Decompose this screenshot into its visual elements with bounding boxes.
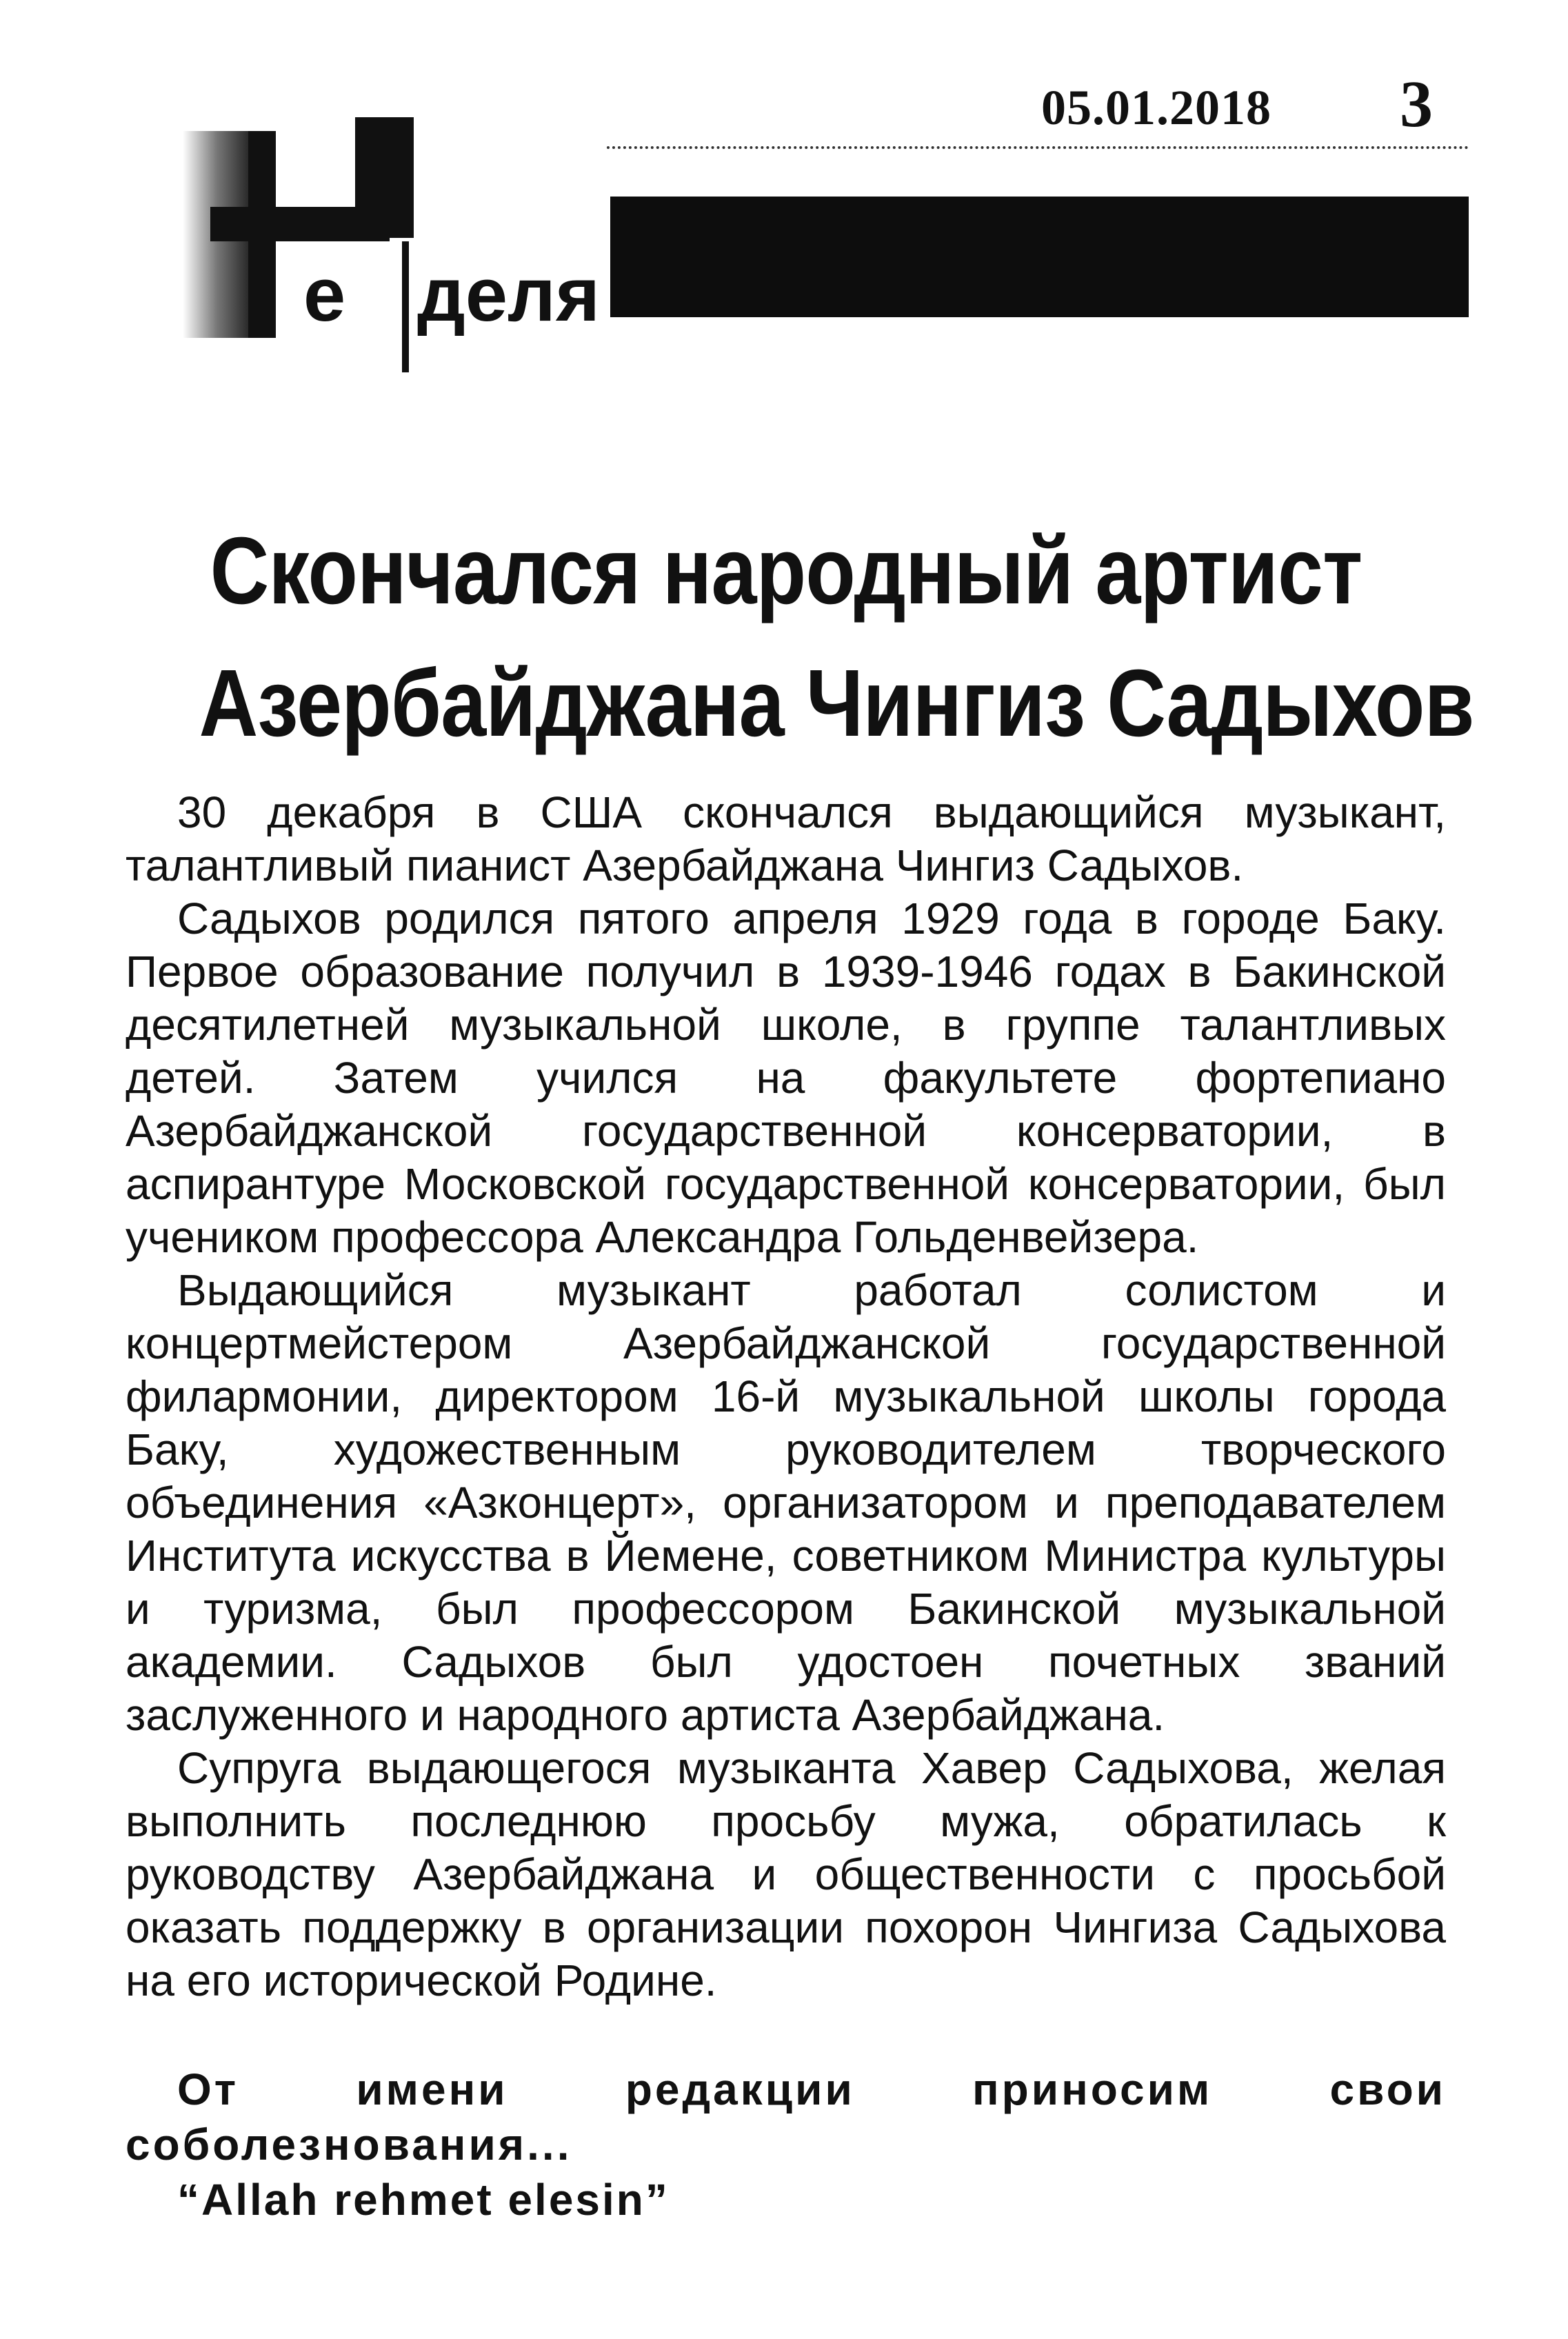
headline — [199, 505, 1474, 770]
header-bar — [610, 197, 1469, 317]
headline-line-2: Азербайджана Чингиз Садыхов — [199, 650, 1474, 757]
article-paragraph: Супруга выдающегося музыканта Хавер Садыхова, желая выполнить последнюю просьбу мужа, обратилась к руководству Азербайджана и общественности с просьбой оказать поддержку в организации похорон Чингиза Садыхова на его исторической Родине. — [125, 1743, 1446, 2005]
article-paragraph: 30 декабря в США скончался выдающийся музыкант, талантливый пианист Азербайджана Чингиз Садыхов. — [125, 787, 1446, 890]
closing-word: свои — [1329, 2065, 1446, 2114]
closing-line-1 — [125, 2062, 1446, 2117]
closing-word: имени — [356, 2065, 508, 2114]
article-paragraph: Садыхов родился пятого апреля 1929 года в городе Баку. Первое образование получил в 1939-1946 годах в Бакинской десятилетней музыкальной школе, в группе талантливых детей. Затем учился на факультете фортепиано Азербайджанской государственной консерватории, в аспирантуре Московской государственной консерватории, был учеником профессора Александра Гольденвейзера. — [125, 894, 1446, 1262]
closing-line-2: соболезнования... — [125, 2120, 572, 2169]
svg-text:е: е — [303, 252, 346, 337]
masthead-logo — [169, 110, 610, 379]
headline-line-1: Скончался народный артист — [210, 518, 1363, 625]
svg-text:деля: деля — [417, 252, 601, 337]
closing-condolences — [125, 2062, 1446, 2227]
article-paragraph: Выдающийся музыкант работал солистом и концертмейстером Азербайджанской государственной филармонии, директором 16-й музыкальной школы города Баку, художественным руководителем творческого объединения «Азконцерт», организатором и преподавателем Института искусства в Йемене, советником Министра культуры и туризма, был профессором Бакинской музыкальной академии. Садыхов был удостоен почетных званий заслуженного и народного артиста Азербайджана. — [125, 1265, 1446, 1740]
page-number: 3 — [1400, 67, 1433, 141]
closing-word: От — [177, 2065, 239, 2114]
article-body — [125, 786, 1446, 2007]
closing-word: приносим — [972, 2065, 1213, 2114]
issue-date: 05.01.2018 — [1041, 80, 1272, 135]
closing-line-3: “Allah rehmet elesin” — [177, 2175, 670, 2225]
header-rule — [607, 146, 1469, 149]
closing-word: редакции — [625, 2065, 855, 2114]
